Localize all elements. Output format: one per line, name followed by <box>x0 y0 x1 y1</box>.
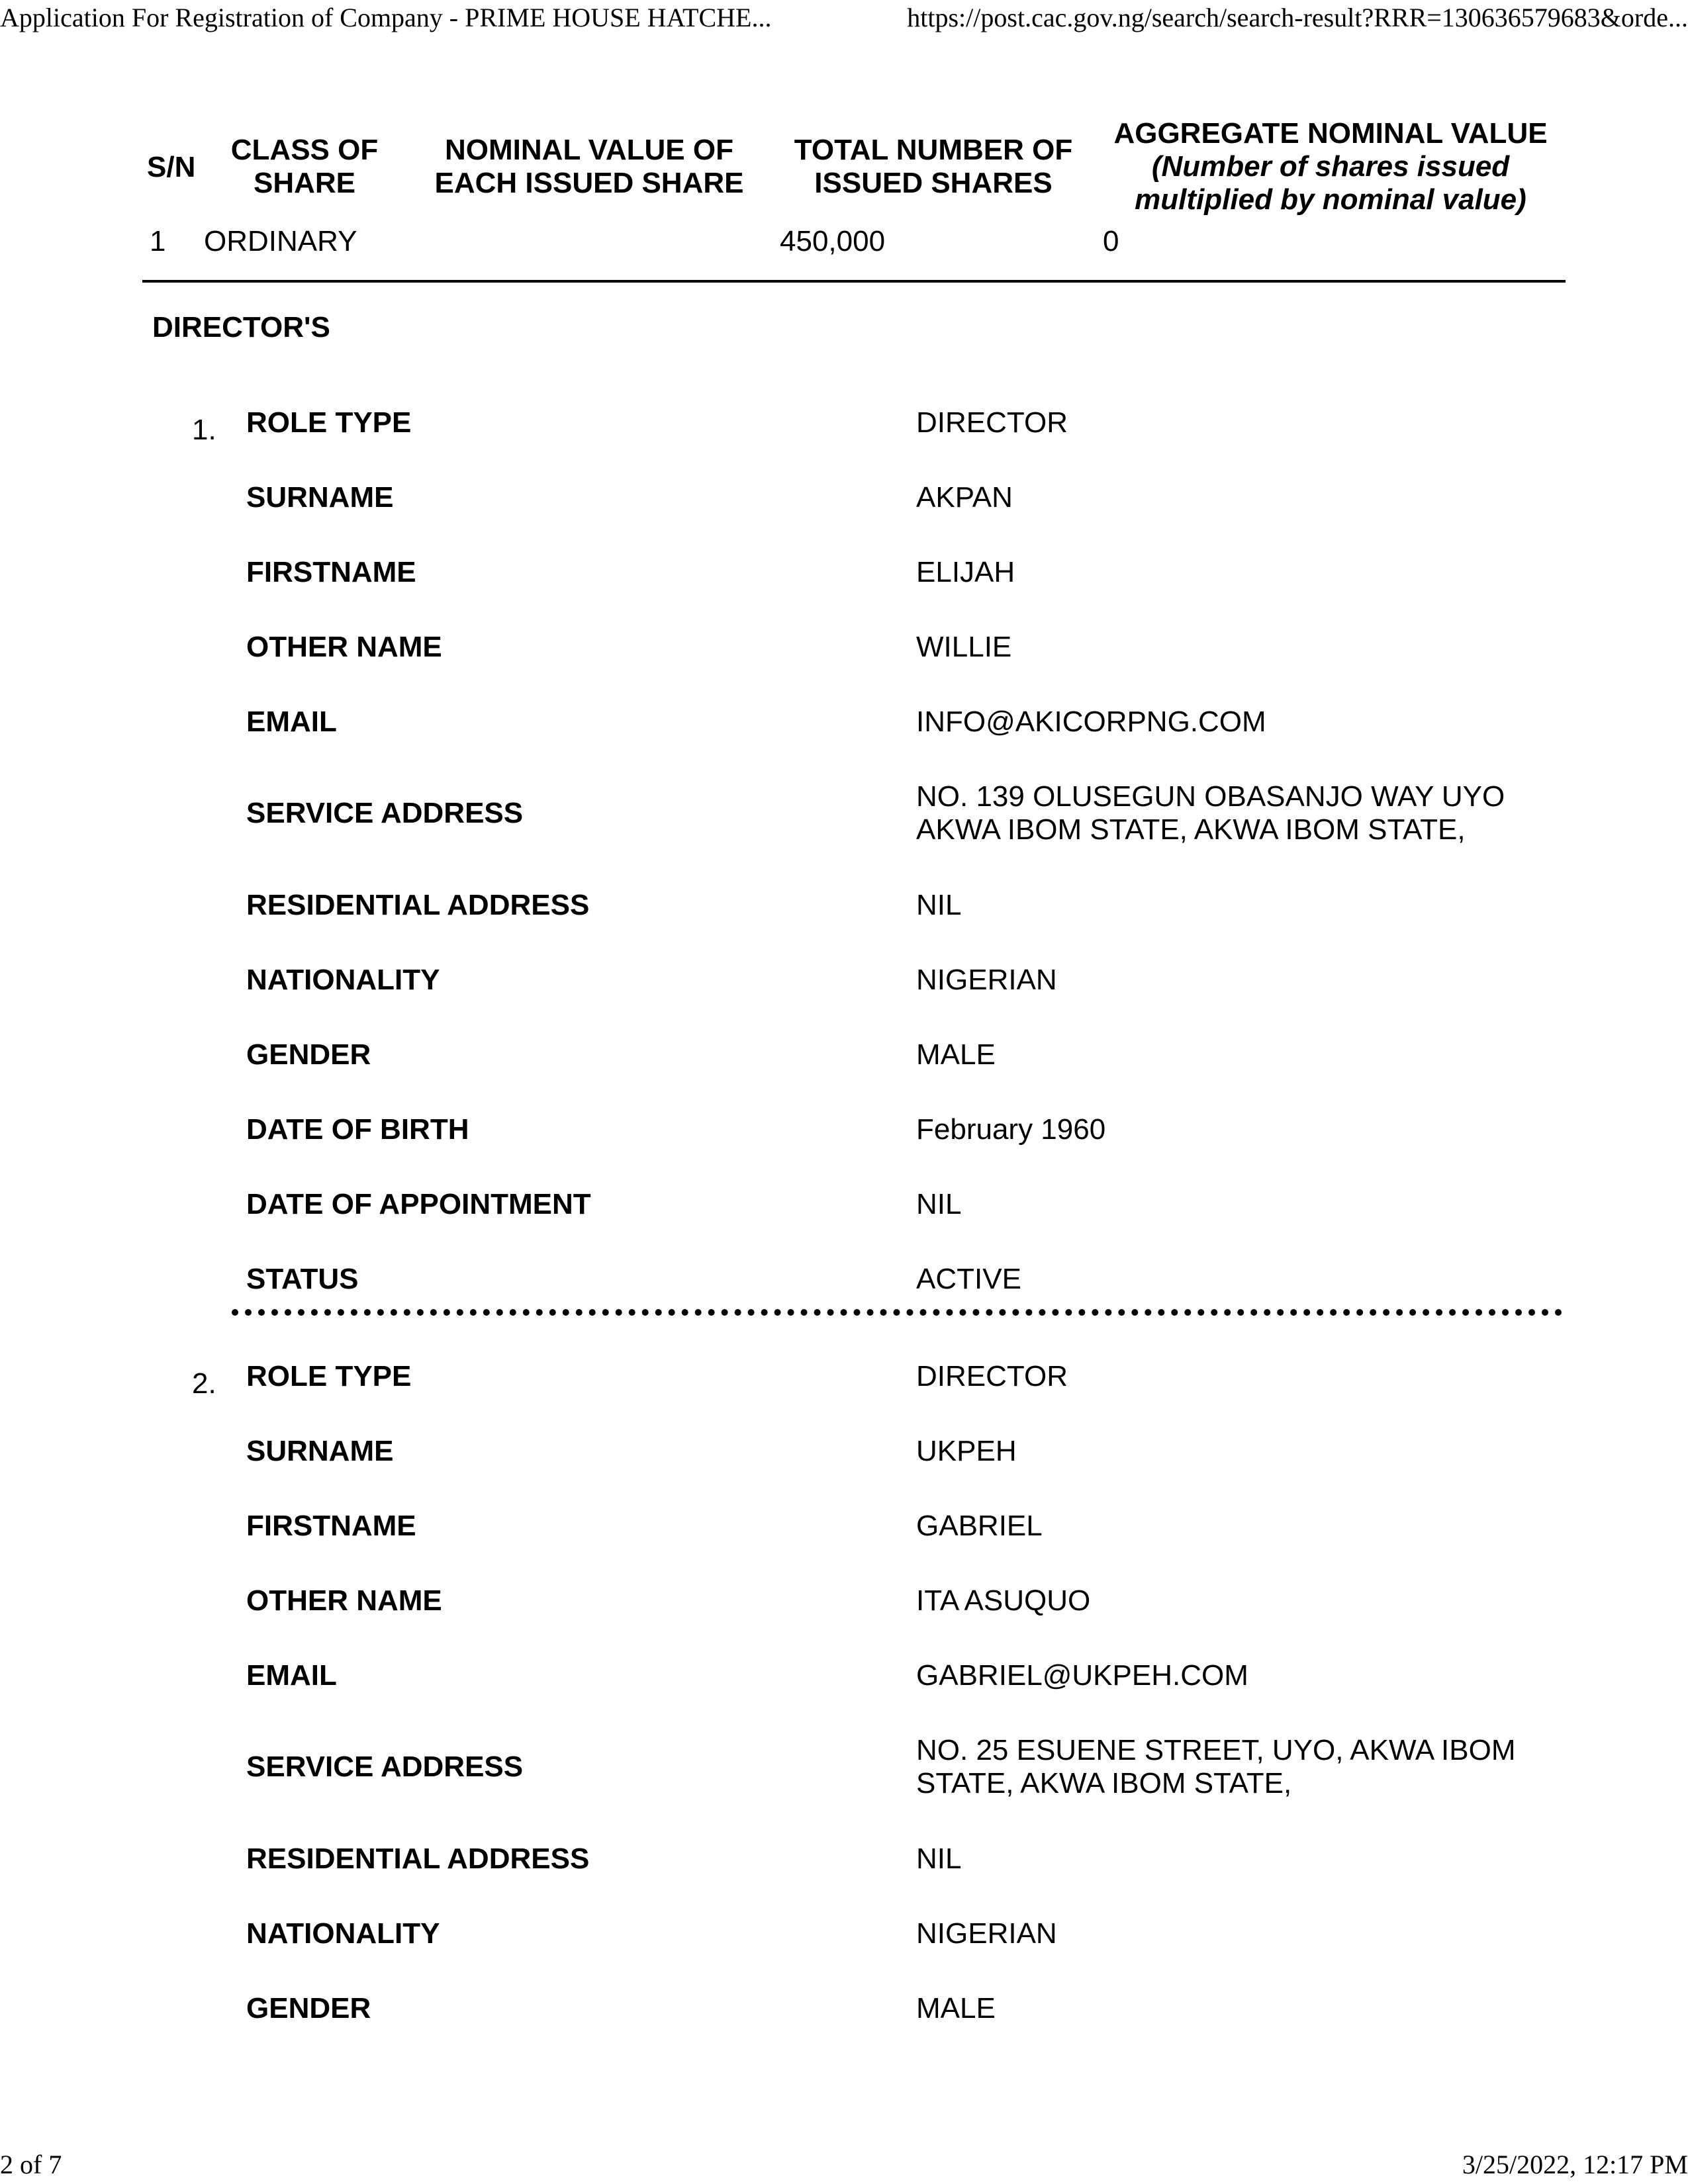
print-timestamp: 3/25/2022, 12:17 PM <box>1462 2150 1688 2179</box>
col-header-nominal: NOMINAL VALUE OF EACH ISSUED SHARE <box>434 134 744 199</box>
value-email: GABRIEL@UKPEH.COM <box>916 1659 1248 1692</box>
value-service-address: NO. 139 OLUSEGUN OBASANJO WAY UYO AKWA IBOM STATE, AKWA IBOM STATE, <box>916 780 1505 846</box>
label-role-type: ROLE TYPE <box>246 406 412 439</box>
value-gender: MALE <box>916 1038 996 1071</box>
label-email: EMAIL <box>246 705 337 738</box>
director-number: 1. <box>192 414 216 446</box>
value-other-name: ITA ASUQUO <box>916 1584 1091 1617</box>
label-email: EMAIL <box>246 1659 337 1692</box>
label-service-address: SERVICE ADDRESS <box>246 1751 524 1783</box>
section-title: DIRECTOR'S <box>152 311 330 343</box>
col-header-sn: S/N <box>147 151 196 183</box>
value-date-of-birth: February 1960 <box>916 1113 1106 1146</box>
value-role-type: DIRECTOR <box>916 1360 1068 1392</box>
cell-total: 450,000 <box>780 225 886 257</box>
value-nationality: NIGERIAN <box>916 1917 1057 1950</box>
label-surname: SURNAME <box>246 481 394 514</box>
label-nationality: NATIONALITY <box>246 964 440 996</box>
cell-aggregate: 0 <box>1103 225 1119 257</box>
page-url[interactable]: https://post.cac.gov.ng/search/search-result?RRR=130636579683&orde... <box>907 3 1688 32</box>
label-date-of-appointment: DATE OF APPOINTMENT <box>246 1188 591 1220</box>
value-surname: UKPEH <box>916 1435 1017 1467</box>
col-header-class: CLASS OF SHARE <box>230 134 379 199</box>
print-header <box>0 0 1688 40</box>
table-divider <box>142 280 1566 283</box>
page-number: 2 of 7 <box>0 2150 62 2179</box>
label-gender: GENDER <box>246 1038 371 1071</box>
value-firstname: GABRIEL <box>916 1510 1043 1542</box>
print-footer <box>0 2144 1688 2184</box>
label-surname: SURNAME <box>246 1435 394 1467</box>
value-gender: MALE <box>916 1992 996 2025</box>
value-residential-address: NIL <box>916 1843 962 1875</box>
label-other-name: OTHER NAME <box>246 631 442 663</box>
label-nationality: NATIONALITY <box>246 1917 440 1950</box>
value-date-of-appointment: NIL <box>916 1188 962 1220</box>
page-title: Application For Registration of Company - PRIME HOUSE HATCHE... <box>0 3 772 32</box>
label-other-name: OTHER NAME <box>246 1584 442 1617</box>
value-email: INFO@AKICORPNG.COM <box>916 705 1266 738</box>
director-number: 2. <box>192 1367 216 1400</box>
label-gender: GENDER <box>246 1992 371 2025</box>
value-firstname: ELIJAH <box>916 556 1015 588</box>
label-role-type: ROLE TYPE <box>246 1360 412 1392</box>
label-residential-address: RESIDENTIAL ADDRESS <box>246 889 590 921</box>
label-firstname: FIRSTNAME <box>246 556 416 588</box>
label-firstname: FIRSTNAME <box>246 1510 416 1542</box>
cell-class: ORDINARY <box>204 225 357 257</box>
value-other-name: WILLIE <box>916 631 1012 663</box>
col-header-total: TOTAL NUMBER OF ISSUED SHARES <box>794 134 1073 199</box>
value-status: ACTIVE <box>916 1263 1021 1295</box>
label-service-address: SERVICE ADDRESS <box>246 797 524 829</box>
col-header-aggregate: AGGREGATE NOMINAL VALUE (Number of shares issued multiplied by nominal value) <box>1113 117 1548 216</box>
director-separator <box>232 1309 1562 1316</box>
cell-sn: 1 <box>150 225 166 257</box>
value-service-address: NO. 25 ESUENE STREET, UYO, AKWA IBOM STATE, AKWA IBOM STATE, <box>916 1734 1516 1799</box>
value-role-type: DIRECTOR <box>916 406 1068 439</box>
value-surname: AKPAN <box>916 481 1013 514</box>
label-status: STATUS <box>246 1263 359 1295</box>
value-nationality: NIGERIAN <box>916 964 1057 996</box>
label-residential-address: RESIDENTIAL ADDRESS <box>246 1843 590 1875</box>
value-residential-address: NIL <box>916 889 962 921</box>
label-date-of-birth: DATE OF BIRTH <box>246 1113 469 1146</box>
